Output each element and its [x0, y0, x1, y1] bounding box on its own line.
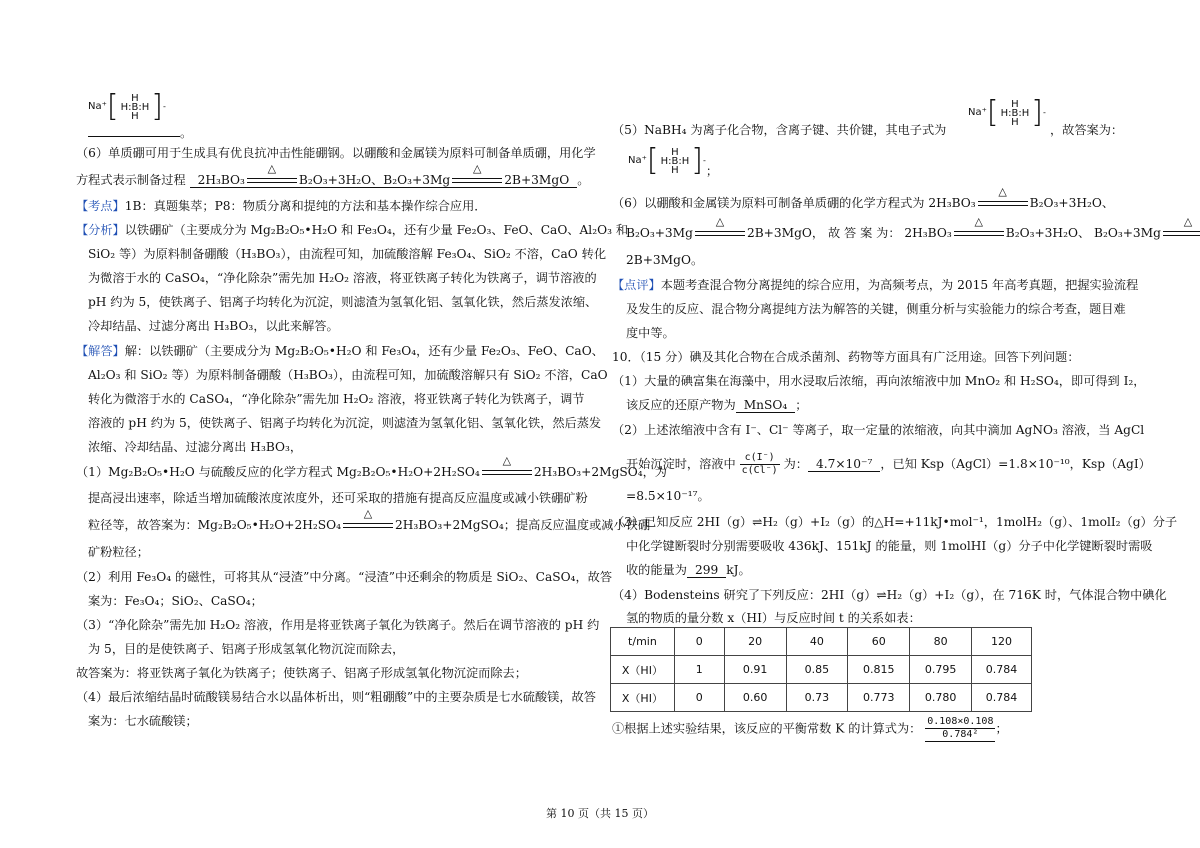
table-row: t/min 0 20 40 60 80 120 [611, 628, 1032, 656]
dianping-line3: 度中等。 [626, 326, 675, 340]
q10-3-answer: 299 [687, 563, 726, 578]
kaodian-tag: 【考点】 [76, 199, 125, 213]
a1-line3: 粒径等，故答案为：Mg₂B₂O₅•H₂O+2H₂SO₄ △ 2H₃BO₃+2MgSO₄；提高反应温度或减小铁硼 [88, 507, 651, 532]
q6-line1: （6）单质硼可用于生成具有优良抗冲击性能硼钢。以硼酸和金属镁为原料可制备单质硼，用化学 [76, 146, 596, 160]
q10-2-line2: 开始沉淀时，溶液中 $\frac{c(I^-)}{c(Cl^-)}$ 为： 4.7×10⁻⁷ ，已知 Ksp（AgCl）=1.8×10⁻¹⁰，Ksp（AgI） [626, 452, 1151, 476]
a3-line2: 为 5，目的是使铁离子、铝离子形成氢氧化物沉淀而除去， [88, 642, 405, 656]
heat-arrow: △ [341, 517, 395, 533]
page-footer: 第 10 页（共 15 页） [546, 807, 654, 820]
fenxi-line4: pH 约为 5，使铁离子、铝离子均转化为沉淀，则滤渣为氢氧化铝、氢氧化铁，然后蒸发浓缩、 [88, 295, 598, 309]
heat-arrow: △ [976, 195, 1030, 211]
a2-line2: 案为：Fe₃O₄；SiO₂、CaSO₄； [88, 594, 263, 608]
jieda-line2: Al₂O₃ 和 SiO₂ 等）为原料制备硼酸（H₃BO₃），由流程可知，加硫酸溶解只有 SiO₂ 不溶，CaO [88, 368, 608, 382]
q10-3-line3: 收的能量为 299 kJ。 [626, 563, 751, 577]
heat-arrow: △ [1161, 225, 1200, 241]
jieda-line1: 【解答】解：以铁硼矿（主要成分为 Mg₂B₂O₅•H₂O 和 Fe₃O₄，还有少量 Fe₂O₃、FeO、CaO、 [76, 344, 604, 358]
answer-blank-line: 。 [88, 124, 192, 141]
q10-heading: 10．（15 分）碘及其化合物在合成杀菌剂、药物等方面具有广泛用途。回答下列问题： [612, 350, 1080, 364]
q10-4-line2: 氢的物质的量分数 x（HI）与反应时间 t 的关系如表： [626, 611, 921, 625]
jieda-line4: 溶液的 pH 约为 5，使铁离子、铝离子均转化为沉淀，则滤渣为氢氧化铝、氢氧化铁，然后蒸发 [88, 416, 602, 430]
a6-line2: B₂O₃+3Mg △ 2B+3MgO， 故 答 案 为： 2H₃BO₃ △ B₂O₃+3H₂O、 B₂O₃+3Mg △ [626, 225, 1200, 241]
left-lewis-structure: Na⁺ [ H H:B:H H ] - [88, 89, 166, 124]
a3-line3: 故答案为：将亚铁离子氧化为铁离子；使铁离子、铝离子形成氢氧化物沉淀而除去； [76, 666, 527, 680]
fenxi-line5: 冷却结晶、过滤分离出 H₃BO₃，以此来解答。 [88, 319, 339, 333]
q6-answer: 2H₃BO₃ △ B₂O₃+3H₂O、B₂O₃+3Mg △ 2B+3MgO [190, 173, 578, 188]
fenxi-line3: 为微溶于水的 CaSO₄，“净化除杂”需先加 H₂O₂ 溶液，将亚铁离子转化为铁离子，调节溶液的 [88, 271, 597, 285]
dianping-tag: 【点评】 [612, 278, 661, 292]
jieda-tag: 【解答】 [76, 344, 125, 358]
a5-line1: （5）NaBH₄ 为离子化合物，含离子键、共价键，其电子式为 [612, 123, 947, 137]
a4-line1: （4）最后浓缩结晶时硫酸镁易结合水以晶体析出，则“粗硼酸”中的主要杂质是七水硫酸镁，故答 [76, 690, 596, 704]
a6-line1: （6）以硼酸和金属镁为原料可制备单质硼的化学方程式为 2H₃BO₃ △ B₂O₃+3H₂O、 [612, 185, 1115, 210]
table-row: X（HI） 1 0.91 0.85 0.815 0.795 0.784 [611, 656, 1032, 684]
right-lewis-structure-inline: Na⁺ [ H H:B:H H ] - [968, 95, 1046, 130]
a1-line4: 矿粉粒径； [88, 545, 149, 559]
q10-2-line1: （2）上述浓缩液中含有 I⁻、Cl⁻ 等离子，取一定量的浓缩液，向其中滴加 AgNO₃ 溶液，当 AgCl [612, 423, 1145, 437]
jieda-line5: 浓缩、冷却结晶、过滤分离出 H₃BO₃， [88, 440, 303, 454]
a1-line2: 提高浸出速率，除适当增加硫酸浓度浓度外，还可采取的措施有提高反应温度或减小铁硼矿粉 [88, 491, 588, 505]
jieda-line3: 转化为微溶于水的 CaSO₄，“净化除杂”需先加 H₂O₂ 溶液，将亚铁离子转化为铁离子，调节 [88, 392, 585, 406]
a5-answer-label: ，故答案为： [1050, 123, 1124, 137]
q10-1-line1: （1）大量的碘富集在海藻中，用水浸取后浓缩，再向浓缩液中加 MnO₂ 和 H₂SO₄，即可得到 I₂， [612, 374, 1146, 388]
a1-line1: （1）Mg₂B₂O₅•H₂O 与硫酸反应的化学方程式 Mg₂B₂O₅•H₂O+2H₂SO₄ △ 2H₃BO₃+2MgSO₄，为 [76, 454, 667, 479]
q10-3-line2: 中化学键断裂时分别需要吸收 436kJ、151kJ 的能量，则 1molHI（g）分子中化学键断裂时需吸 [626, 539, 1153, 553]
hi-fraction-table [610, 627, 1032, 712]
a2-line1: （2）利用 Fe₃O₄ 的磁性，可将其从“浸渣”中分离。“浸渣”中还剩余的物质是 SiO₂、CaSO₄，故答 [76, 570, 613, 584]
a3-line1: （3）“净化除杂”需先加 H₂O₂ 溶液，作用是将亚铁离子氧化为铁离子。然后在调节溶液的 pH 约 [76, 618, 600, 632]
q10-1-line2: 该反应的还原产物为 MnSO₄ ； [626, 398, 808, 412]
heat-arrow: △ [245, 173, 299, 187]
table-row: X（HI） 0 0.60 0.73 0.773 0.780 0.784 [611, 684, 1032, 712]
iodide-chloride-ratio: $\frac{c(I^-)}{c(Cl^-)}$ [741, 452, 778, 476]
right-lewis-structure-answer: Na⁺ [ H H:B:H H ] - ； [628, 143, 719, 178]
q10-4-line1: （4）Bodensteins 研究了下列反应：2HI（g）⇌H₂（g）+I₂（g），在 716K 时，气体混合物中碘化 [612, 588, 1167, 602]
fenxi-line1: 【分析】以铁硼矿（主要成分为 Mg₂B₂O₅•H₂O 和 Fe₃O₄，还有少量 Fe₂O₃、FeO、CaO、Al₂O₃ 和 [76, 223, 629, 237]
q10-k-line: ①根据上述实验结果，该反应的平衡常数 K 的计算式为： $\frac{0.108\times 0.108}{\text{0.784²}}$ ； [612, 716, 1008, 740]
q10-1-answer: MnSO₄ [736, 398, 796, 413]
sodium-cation: Na⁺ [88, 101, 107, 112]
kaodian: 【考点】1B：真题集萃；P8：物质分离和提纯的方法和基本操作综合应用． [76, 199, 487, 213]
dianping-line1: 【点评】本题考查混合物分离提纯的综合应用，为高频考点，为 2015 年高考真题，把握实验流程 [612, 278, 1139, 292]
equilibrium-constant-fraction: $\frac{0.108\times 0.108}{\text{0.784²}}$ [927, 716, 994, 740]
q10-2-line3: =8.5×10⁻¹⁷。 [626, 489, 710, 503]
heat-arrow: △ [480, 464, 534, 480]
fenxi-tag: 【分析】 [76, 223, 125, 237]
a4-line2: 案为：七水硫酸镁； [88, 714, 198, 728]
dianping-line2: 及发生的反应、混合物分离提纯方法为解答的关键，侧重分析与实验能力的综合考查，题目难 [626, 302, 1126, 316]
heat-arrow: △ [693, 225, 747, 241]
q6-line2: 方程式表示制备过程 2H₃BO₃ △ B₂O₃+3H₂O、B₂O₃+3Mg △ 2B+3MgO 。 [76, 162, 590, 187]
heat-arrow: △ [952, 225, 1006, 241]
a6-line3: 2B+3MgO。 [626, 253, 704, 267]
fenxi-line2: SiO₂ 等）为原料制备硼酸（H₃BO₃），由流程可知，加硫酸溶解 Fe₃O₄、SiO₂ 不溶，CaO 转化 [88, 247, 607, 261]
q10-2-answer: 4.7×10⁻⁷ [808, 457, 880, 472]
heat-arrow: △ [450, 173, 504, 187]
q10-3-line1: （3）已知反应 2HI（g）⇌H₂（g）+I₂（g）的△H=+11kJ•mol⁻¹，1molH₂（g）、1molI₂（g）分子 [612, 515, 1178, 529]
